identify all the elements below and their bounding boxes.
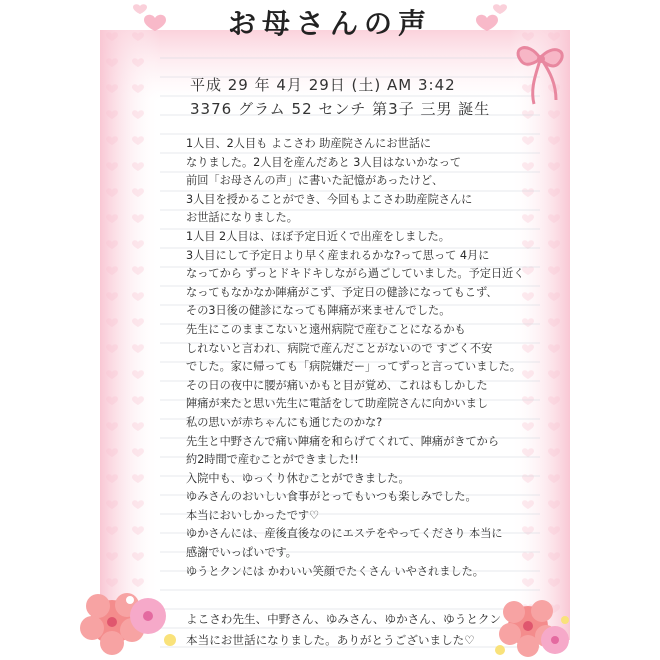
birth-date: 平成 29 年 4月 29日 (土) AM 3:42: [190, 76, 456, 94]
letter-line: その日の夜中に腰が痛いかもと目が覚め、これはもしかした: [186, 378, 488, 392]
letter-line: 約2時間で産むことができました!!: [186, 453, 359, 467]
letter-line: 3人目を授かることができ、今回もよこさわ助産院さんに: [186, 192, 473, 206]
closing-names: よこさわ先生、中野さん、ゆみさん、ゆかさん、ゆうとクン: [186, 612, 502, 626]
letter-line: 感謝でいっぱいです。: [186, 546, 297, 560]
letter-line: しれないと言われ、病院で産んだことがないので すごく不安: [186, 341, 493, 355]
letter-line: 先生にこのままこないと遠州病院で産むことになるかも: [186, 322, 466, 336]
letter-line: なりました。2人目を産んだあと 3人目はないかなって: [186, 155, 462, 169]
hibiscus-flower-icon: [541, 626, 569, 654]
letter-line: でした。家に帰っても「病院嫌だー」ってずっと言っていました。: [186, 360, 521, 374]
letter-line: お世話になりました。: [186, 211, 298, 225]
letter-line: 先生と中野さんで痛い陣痛を和らげてくれて、陣痛がきてから: [186, 434, 500, 448]
letter-line: 1人目 2人目は、ほぼ予定日近くで出産をしました。: [186, 229, 450, 243]
letter-line: ゆみさんのおいしい食事がとってもいつも楽しみでした。: [186, 490, 477, 504]
letter-line: 前回「お母さんの声」に書いた記憶があったけど、: [186, 174, 444, 188]
letter-title: お母さんの声: [227, 7, 432, 40]
letter-line: なってから ずっとドキドキしながら過ごしていました。予定日近く: [186, 267, 525, 281]
letter-line: なってもなかなか陣痛がこず、予定日の健診になってもこず、: [186, 285, 498, 299]
letter-line: 3人目にして予定日より早く産まれるかな?って思って 4月に: [186, 248, 490, 262]
letter-body: [186, 135, 566, 581]
letter-line: ゆかさんには、産後直後なのにエステをやってくださり 本当に: [186, 527, 503, 541]
birth-details: 3376 グラム 52 センチ 第3子 三男 誕生: [190, 100, 491, 118]
hibiscus-flower-icon: [130, 598, 166, 634]
letter-line: 1人目、2人目も よこさわ 助産院さんにお世話に: [186, 137, 432, 150]
letter-line: 陣痛が来たと思い先生に電話をして助産院さんに向かいまし: [186, 397, 489, 411]
letter-line: 入院中も、ゆっくり休むことができました。: [186, 471, 410, 485]
letter-line: 私の思いが赤ちゃんにも通じたのかな?: [186, 415, 383, 429]
letter-line: ゆうとクンには かわいい笑顔でたくさん いやされました。: [186, 564, 484, 578]
letter-line: 本当においしかったです♡: [186, 508, 320, 522]
letter-line: その3日後の健診になっても陣痛が来ませんでした。: [186, 304, 451, 318]
closing-thanks: 本当にお世話になりました。ありがとうございました♡: [186, 633, 475, 647]
